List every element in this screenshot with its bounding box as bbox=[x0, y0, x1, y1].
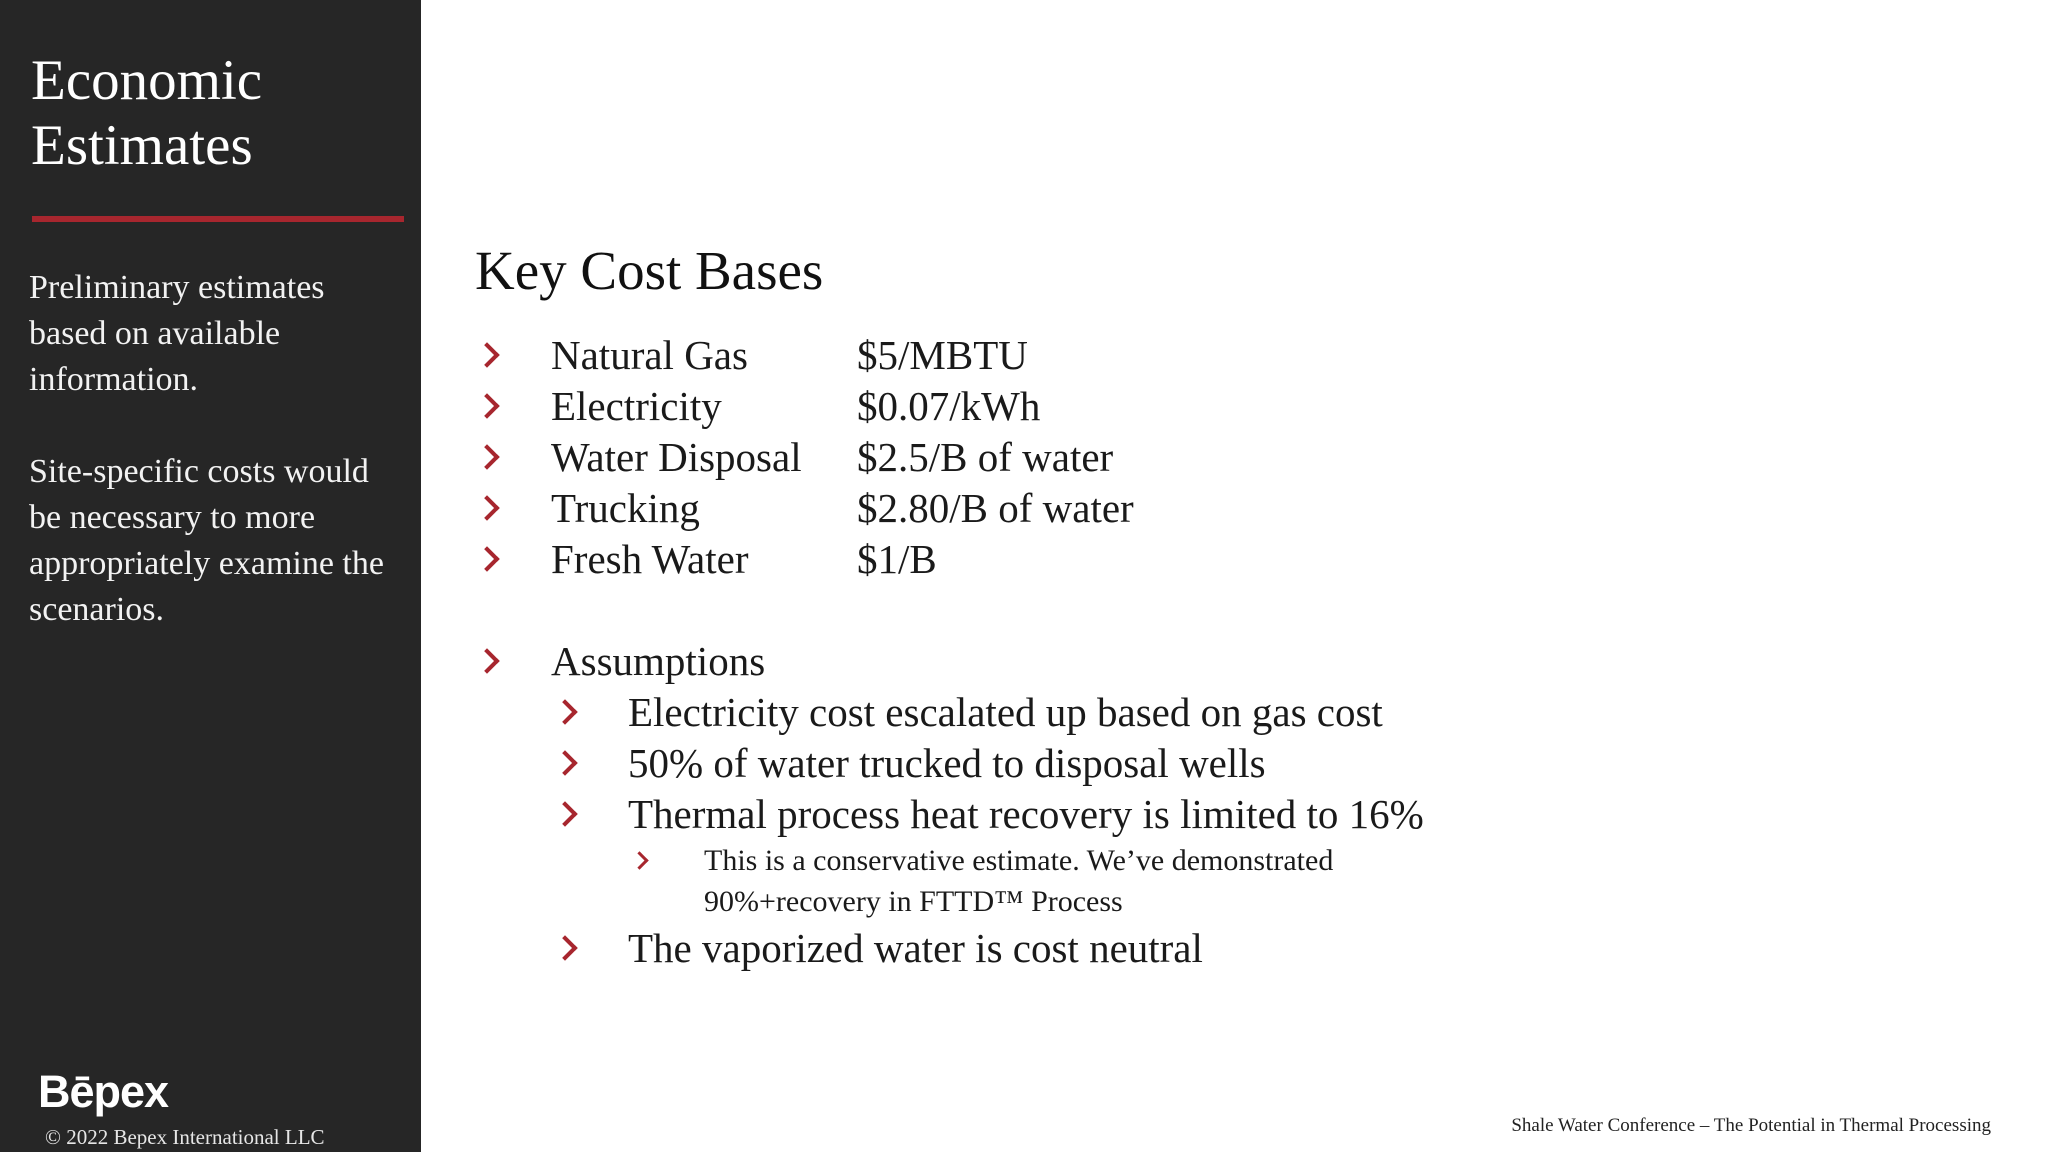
assumption-text: Thermal process heat recovery is limited to 16% bbox=[628, 791, 1424, 837]
cost-value: $2.5/B of water bbox=[857, 434, 1114, 480]
cost-row-water-disposal bbox=[0, 432, 1400, 482]
assumptions-label: Assumptions bbox=[551, 638, 766, 684]
sidebar-title-line1: Economic bbox=[31, 49, 263, 112]
cost-value: $1/B bbox=[857, 536, 937, 582]
cost-value: $2.80/B of water bbox=[857, 485, 1134, 531]
cost-value: $0.07/kWh bbox=[857, 383, 1041, 429]
sidebar-divider bbox=[32, 216, 404, 222]
sidebar-title-line2: Estimates bbox=[31, 114, 253, 177]
assumption-item bbox=[0, 789, 1500, 839]
cost-name: Fresh Water bbox=[551, 536, 749, 582]
chevron-right-icon bbox=[474, 648, 499, 673]
cost-row-natural-gas bbox=[0, 330, 1400, 380]
footer-text: Shale Water Conference – The Potential in Thermal Processing bbox=[1511, 1115, 1991, 1136]
sub-note-line2: 90%+recovery in FTTD™ Process bbox=[704, 885, 1123, 918]
chevron-right-icon bbox=[474, 444, 499, 469]
assumption-text: 50% of water trucked to disposal wells bbox=[628, 740, 1266, 786]
chevron-right-icon bbox=[630, 851, 648, 869]
assumption-item bbox=[0, 923, 1500, 973]
sidebar-title bbox=[31, 48, 411, 178]
cost-name: Trucking bbox=[551, 485, 700, 531]
chevron-right-icon bbox=[474, 495, 499, 520]
chevron-right-icon bbox=[552, 699, 577, 724]
assumption-item bbox=[0, 687, 1500, 737]
cost-name: Water Disposal bbox=[551, 434, 802, 480]
assumptions-heading bbox=[0, 636, 1400, 686]
main-title: Key Cost Bases bbox=[475, 240, 824, 301]
sidebar-paragraph-1: Preliminary estimates based on available information. bbox=[29, 269, 325, 398]
cost-name: Electricity bbox=[551, 383, 722, 429]
assumption-item bbox=[0, 738, 1500, 788]
chevron-right-icon bbox=[552, 935, 577, 960]
assumption-text: The vaporized water is cost neutral bbox=[628, 925, 1203, 971]
cost-value: $5/MBTU bbox=[857, 332, 1028, 378]
assumption-text: Electricity cost escalated up based on gas cost bbox=[628, 689, 1383, 735]
chevron-right-icon bbox=[474, 393, 499, 418]
bepex-logo: Bēpex bbox=[38, 1066, 169, 1117]
sub-note bbox=[0, 840, 1500, 924]
chevron-right-icon bbox=[474, 342, 499, 367]
cost-name: Natural Gas bbox=[551, 332, 748, 378]
copyright-text: © 2022 Bepex International LLC bbox=[45, 1125, 325, 1149]
cost-row-electricity bbox=[0, 381, 1400, 431]
sub-note-line1: This is a conservative estimate. We’ve demonstrated bbox=[704, 844, 1334, 877]
chevron-right-icon bbox=[474, 546, 499, 571]
chevron-right-icon bbox=[552, 750, 577, 775]
sidebar-paragraph-2: Site-specific costs would be necessary to more appropriately examine the scenarios. bbox=[29, 453, 384, 628]
cost-row-fresh-water bbox=[0, 534, 1400, 584]
cost-row-trucking bbox=[0, 483, 1400, 533]
chevron-right-icon bbox=[552, 801, 577, 826]
